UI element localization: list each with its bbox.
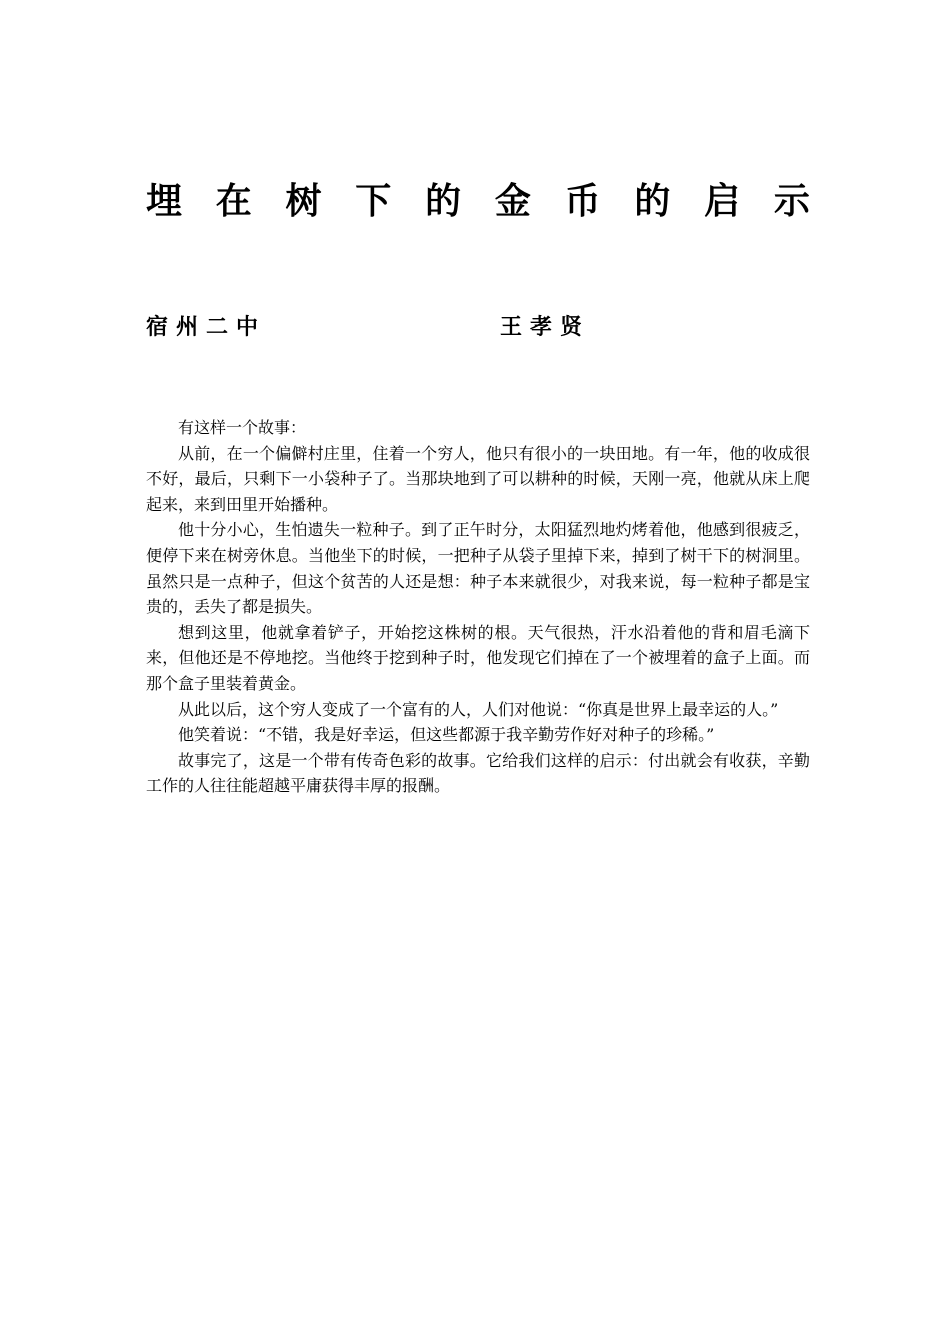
title-char: 金 <box>494 181 531 222</box>
title-char: 树 <box>285 181 322 222</box>
school-name: 宿州二中 <box>146 315 267 340</box>
paragraph: 从此以后，这个穷人变成了一个富有的人，人们对他说：“你真是世界上最幸运的人。” <box>178 699 779 719</box>
title-char: 的 <box>634 181 671 222</box>
paragraph: 他笑着说：“不错，我是好幸运，但这些都源于我辛勤劳作好对种子的珍稀。” <box>178 725 715 745</box>
paragraph: 他十分小心，生怕遗失一粒种子。到了正午时分，太阳猛烈地灼烤着他，他感到很疲乏，便停下来在树旁休息。当他坐下的时候，一把种子从袋子里掉下来，掉到了树干下的树洞里。虽然只是一点种子，但这个贫苦的人还是想：种子本来就很少，对我来说，每一粒种子都是宝贵的，丢失了都是损失。 <box>146 520 810 617</box>
author-name: 王孝贤 <box>500 315 591 340</box>
title-char: 币 <box>564 181 601 222</box>
paragraph: 有这样一个故事： <box>178 418 307 437</box>
document-title <box>146 178 810 226</box>
paragraph: 从前，在一个偏僻村庄里，住着一个穷人，他只有很小的一块田地。有一年，他的收成很不好，最后，只剩下一小袋种子了。当那块地到了可以耕种的时候，天刚一亮，他就从床上爬起来，来到田里开始播种。 <box>146 443 810 514</box>
title-char: 埋 <box>146 181 183 222</box>
title-char: 启 <box>704 181 741 222</box>
title-char: 的 <box>425 181 462 222</box>
title-char: 下 <box>355 181 392 222</box>
title-char: 示 <box>773 181 810 222</box>
document-body <box>146 415 810 799</box>
paragraph: 想到这里，他就拿着铲子，开始挖这株树的根。天气很热，汗水沿着他的背和眉毛滴下来，但他还是不停地挖。当他终于挖到种子时，他发现它们掉在了一个被埋着的盒子上面。而那个盒子里装着黄金。 <box>146 622 810 693</box>
title-char: 在 <box>215 181 252 222</box>
paragraph: 故事完了，这是一个带有传奇色彩的故事。它给我们这样的启示：付出就会有收获，辛勤工作的人往往能超越平庸获得丰厚的报酬。 <box>146 750 810 796</box>
